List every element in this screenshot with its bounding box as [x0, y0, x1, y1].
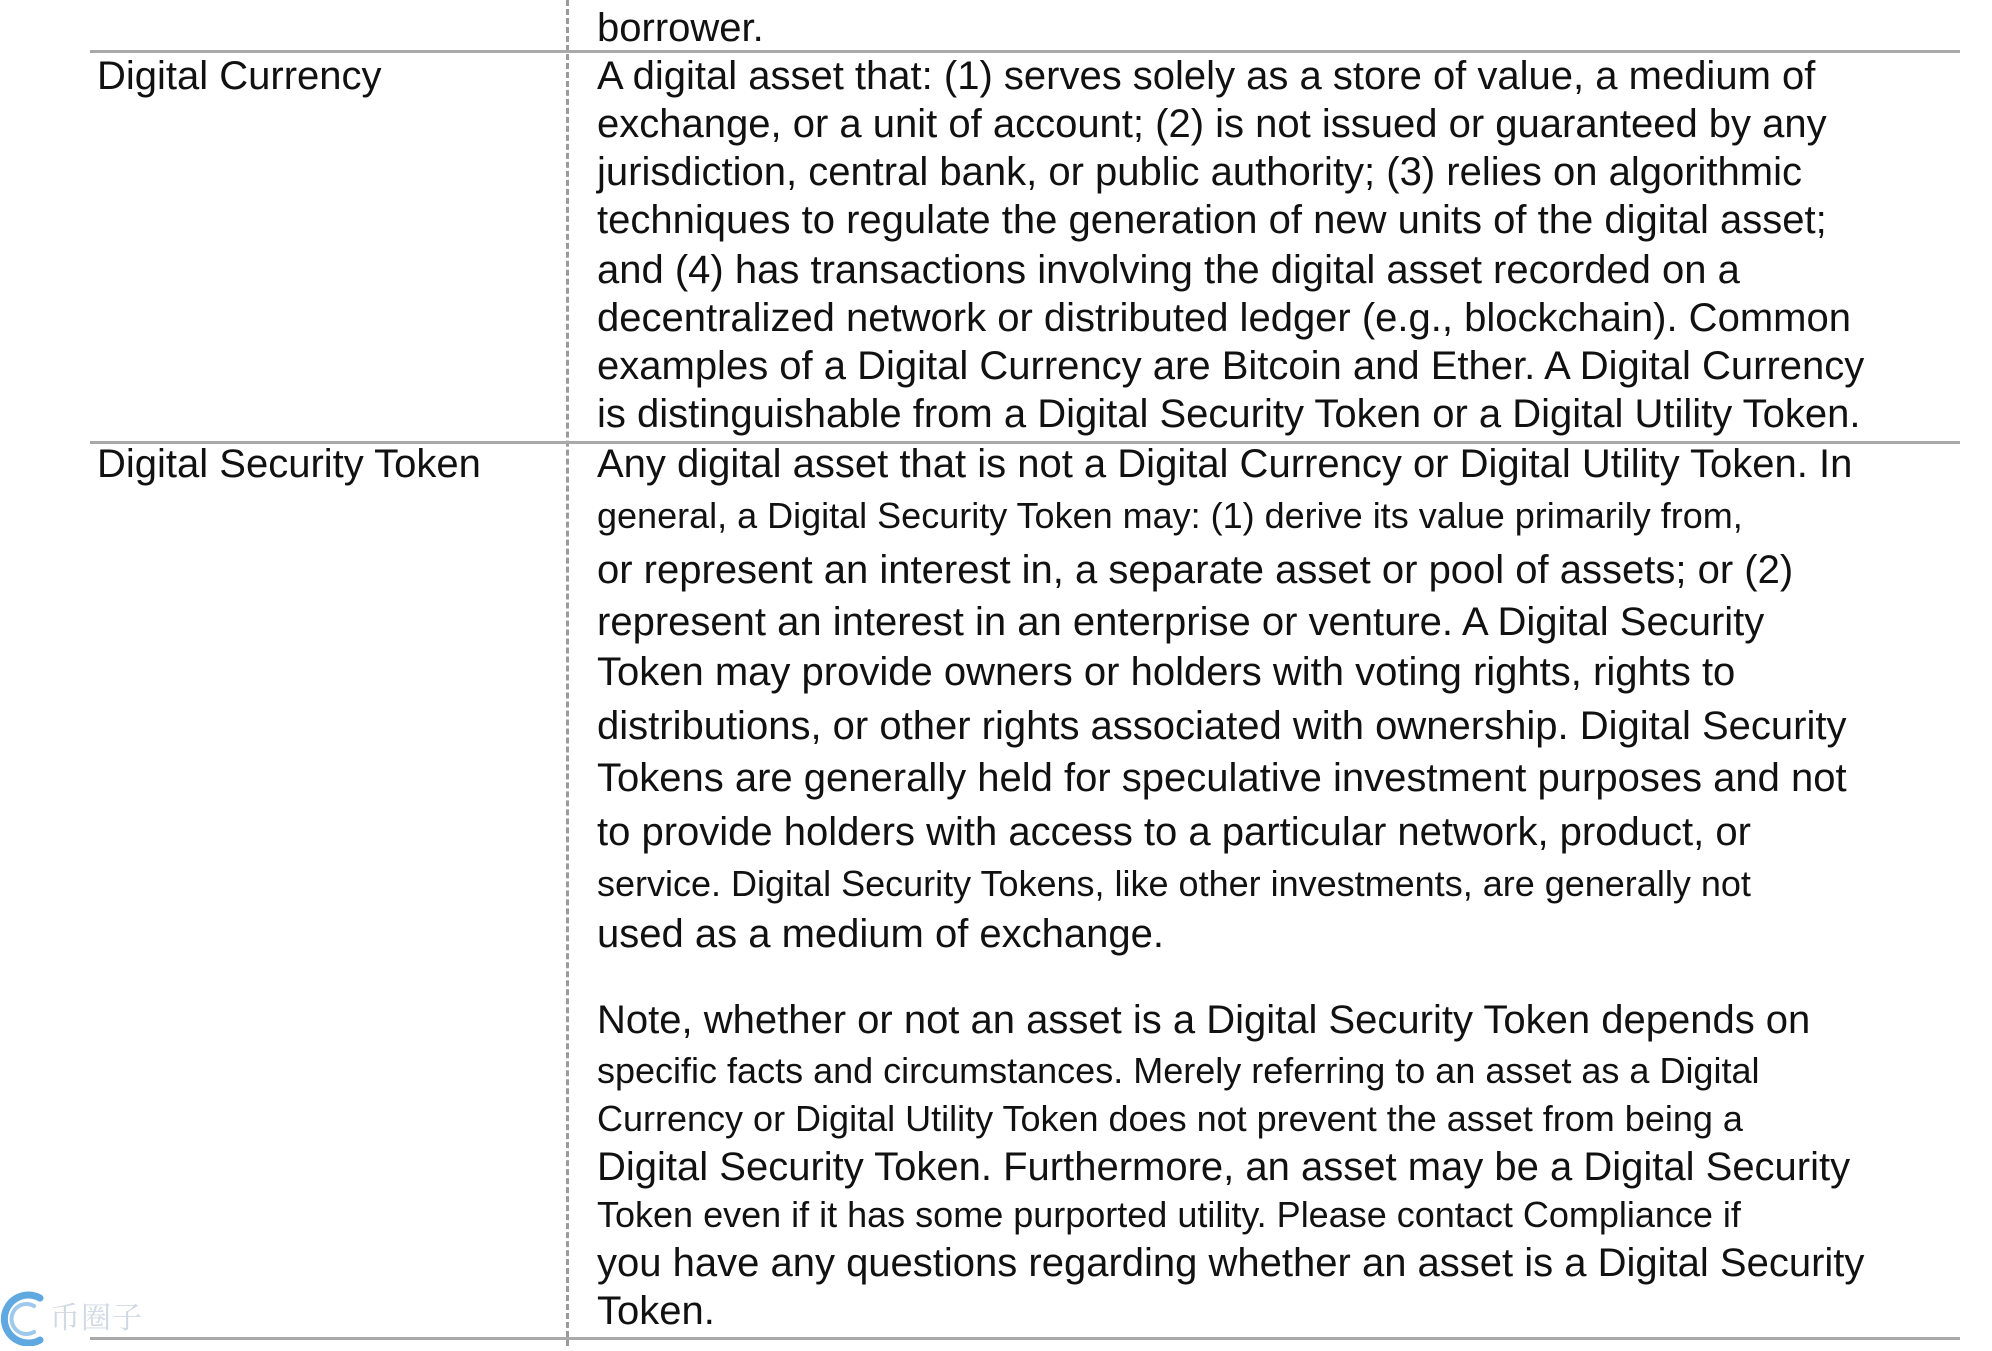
row-divider — [90, 1337, 1960, 1340]
note-line: specific facts and circumstances. Merely referring to an asset as a Digital — [597, 1050, 1760, 1091]
definition-line: Tokens are generally held for speculative investment purposes and not — [597, 756, 1847, 800]
term-digital-security-token: Digital Security Token — [97, 442, 481, 486]
definition-line: to provide holders with access to a particular network, product, or — [597, 810, 1751, 854]
definition-line: borrower. — [597, 6, 764, 50]
definition-line: Token may provide owners or holders with voting rights, rights to — [597, 650, 1736, 694]
definition-line: decentralized network or distributed ledger (e.g., blockchain). Common — [597, 296, 1851, 340]
definition-line: and (4) has transactions involving the digital asset recorded on a — [597, 248, 1740, 292]
definition-line: general, a Digital Security Token may: (1) derive its value primarily from, — [597, 495, 1743, 536]
definition-line: exchange, or a unit of account; (2) is not issued or guaranteed by any — [597, 102, 1827, 146]
note-line: Token. — [597, 1289, 715, 1333]
note-line: you have any questions regarding whether an asset is a Digital Security — [597, 1241, 1865, 1285]
definition-line: distributions, or other rights associated with ownership. Digital Security — [597, 704, 1847, 748]
watermark-text: 币圈子 — [50, 1301, 143, 1336]
definition-line: techniques to regulate the generation of new units of the digital asset; — [597, 198, 1827, 242]
definition-line: or represent an interest in, a separate asset or pool of assets; or (2) — [597, 548, 1794, 592]
note-line: Currency or Digital Utility Token does not prevent the asset from being a — [597, 1098, 1743, 1139]
definition-line: A digital asset that: (1) serves solely as a store of value, a medium of — [597, 54, 1816, 98]
definition-line: examples of a Digital Currency are Bitcoin and Ether. A Digital Currency — [597, 344, 1865, 388]
definition-line: represent an interest in an enterprise or venture. A Digital Security — [597, 600, 1765, 644]
definition-line: service. Digital Security Tokens, like other investments, are generally not — [597, 863, 1751, 904]
column-divider — [566, 0, 569, 1346]
definition-line: used as a medium of exchange. — [597, 912, 1165, 956]
note-line: Digital Security Token. Furthermore, an asset may be a Digital Security — [597, 1145, 1851, 1189]
definition-line: is distinguishable from a Digital Security Token or a Digital Utility Token. — [597, 392, 1861, 436]
note-line: Note, whether or not an asset is a Digital Security Token depends on — [597, 998, 1811, 1042]
term-digital-currency: Digital Currency — [97, 54, 382, 98]
definition-line: jurisdiction, central bank, or public authority; (3) relies on algorithmic — [597, 150, 1802, 194]
note-line: Token even if it has some purported utility. Please contact Compliance if — [597, 1194, 1741, 1235]
definition-line: Any digital asset that is not a Digital Currency or Digital Utility Token. In — [597, 442, 1853, 486]
